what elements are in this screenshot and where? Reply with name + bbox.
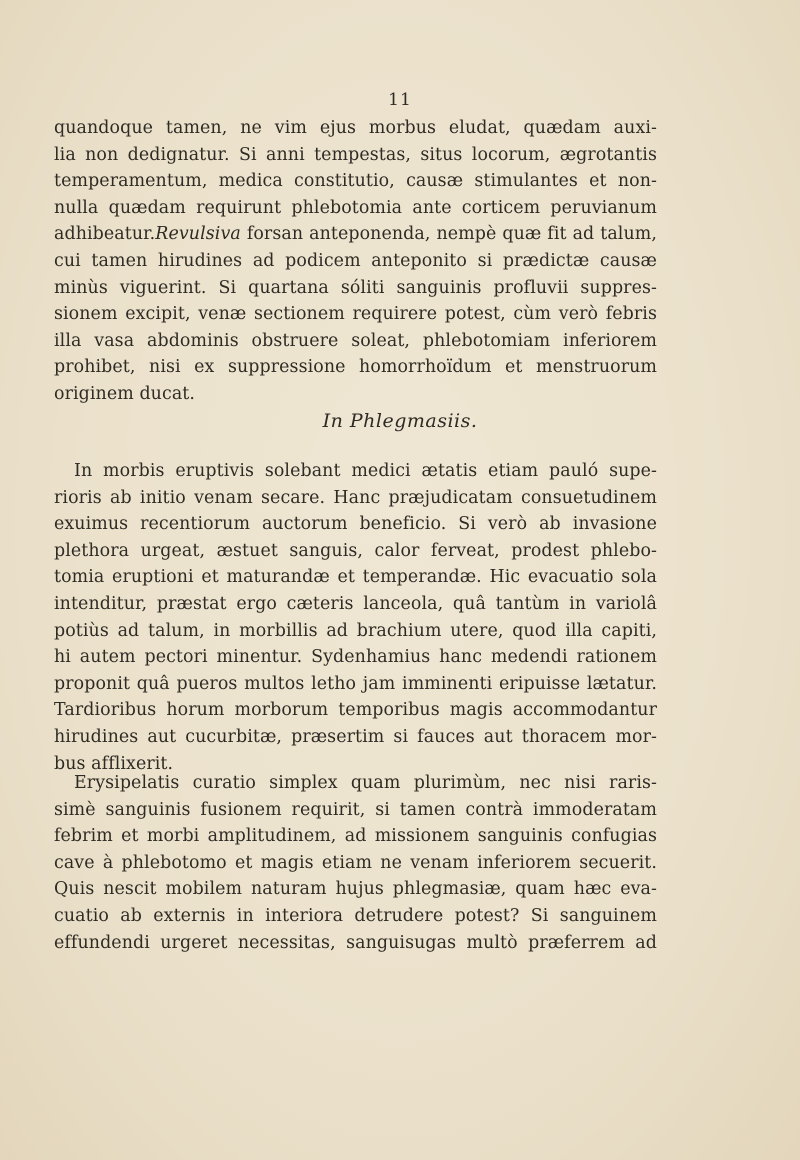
text-fragment: forsan anteponenda, nempè quæ fit ad talum, xyxy=(240,224,657,245)
paragraph-continuation xyxy=(54,115,657,408)
text-line: simè sanguinis fusionem requirit, si tamen contrà immoderatam xyxy=(54,799,657,820)
text-line: cuatio ab externis in interiora detrudere potest? Si sanguinem xyxy=(54,905,657,926)
text-line: temperamentum, medica constitutio, causæ stimulantes et non- xyxy=(54,171,657,192)
text-line: cui tamen hirudines ad podicem anteponito si prædictæ causæ xyxy=(54,250,657,271)
text-line: hi autem pectori minentur. Sydenhamius hanc medendi rationem xyxy=(54,647,657,668)
text-line xyxy=(54,221,657,248)
text-line: tomia eruptioni et maturandæ et temperandæ. Hic evacuatio sola xyxy=(54,567,657,588)
text-line: minùs viguerint. Si quartana sóliti sanguinis profluvii suppres- xyxy=(54,277,657,298)
text-line: intenditur, præstat ergo cæteris lanceola, quâ tantùm in variolâ xyxy=(54,593,657,614)
text-line: hirudines aut cucurbitæ, præsertim si fauces aut thoracem mor- xyxy=(54,726,657,747)
text-line: illa vasa abdominis obstruere soleat, phlebotomiam inferiorem xyxy=(54,330,657,351)
text-line: Quis nescit mobilem naturam hujus phlegmasiæ, quam hæc eva- xyxy=(54,879,657,900)
text-line: rioris ab initio venam secare. Hanc præjudicatam consuetudinem xyxy=(54,487,657,508)
paragraph-eruptive xyxy=(54,458,657,777)
text-line: In morbis eruptivis solebant medici ætatis etiam pauló supe- xyxy=(74,461,657,481)
text-fragment: adhibeatur. xyxy=(54,224,156,245)
text-line: Erysipelatis curatio simplex quam plurimùm, nec nisi raris- xyxy=(74,773,657,793)
text-line: plethora urgeat, æstuet sanguis, calor ferveat, prodest phlebo- xyxy=(54,540,657,561)
page-number: 11 xyxy=(388,90,412,110)
section-heading: In Phlegmasiis. xyxy=(322,410,478,432)
paragraph-erysipelas xyxy=(54,770,657,956)
text-line: bus afflixerit. xyxy=(54,753,174,774)
text-line: nulla quædam requirunt phlebotomia ante corticem peruvianum xyxy=(54,197,657,218)
text-line: quandoque tamen, ne vim ejus morbus eludat, quædam auxi- xyxy=(54,118,657,138)
text-line: originem ducat. xyxy=(54,383,196,404)
text-line: febrim et morbi amplitudinem, ad missionem sanguinis confugias xyxy=(54,826,657,847)
text-line: Tardioribus horum morborum temporibus magis accommodantur xyxy=(54,700,657,721)
italic-term: Revulsiva xyxy=(155,224,241,245)
text-line: proponit quâ pueros multos letho jam imminenti eripuisse lætatur. xyxy=(54,673,657,694)
text-line: prohibet, nisi ex suppressione homorrhoïdum et menstruorum xyxy=(54,357,657,378)
text-line: effundendi urgeret necessitas, sanguisugas multò præferrem ad xyxy=(54,932,657,953)
text-line: potiùs ad talum, in morbillis ad brachium utere, quod illa capiti, xyxy=(54,620,657,641)
text-line: exuimus recentiorum auctorum beneficio. Si verò ab invasione xyxy=(54,514,657,535)
text-line: sionem excipit, venæ sectionem requirere potest, cùm verò febris xyxy=(54,304,657,325)
text-line: lia non dedignatur. Si anni tempestas, situs locorum, ægrotantis xyxy=(54,144,657,165)
text-line: cave à phlebotomo et magis etiam ne venam inferiorem secuerit. xyxy=(54,852,657,873)
